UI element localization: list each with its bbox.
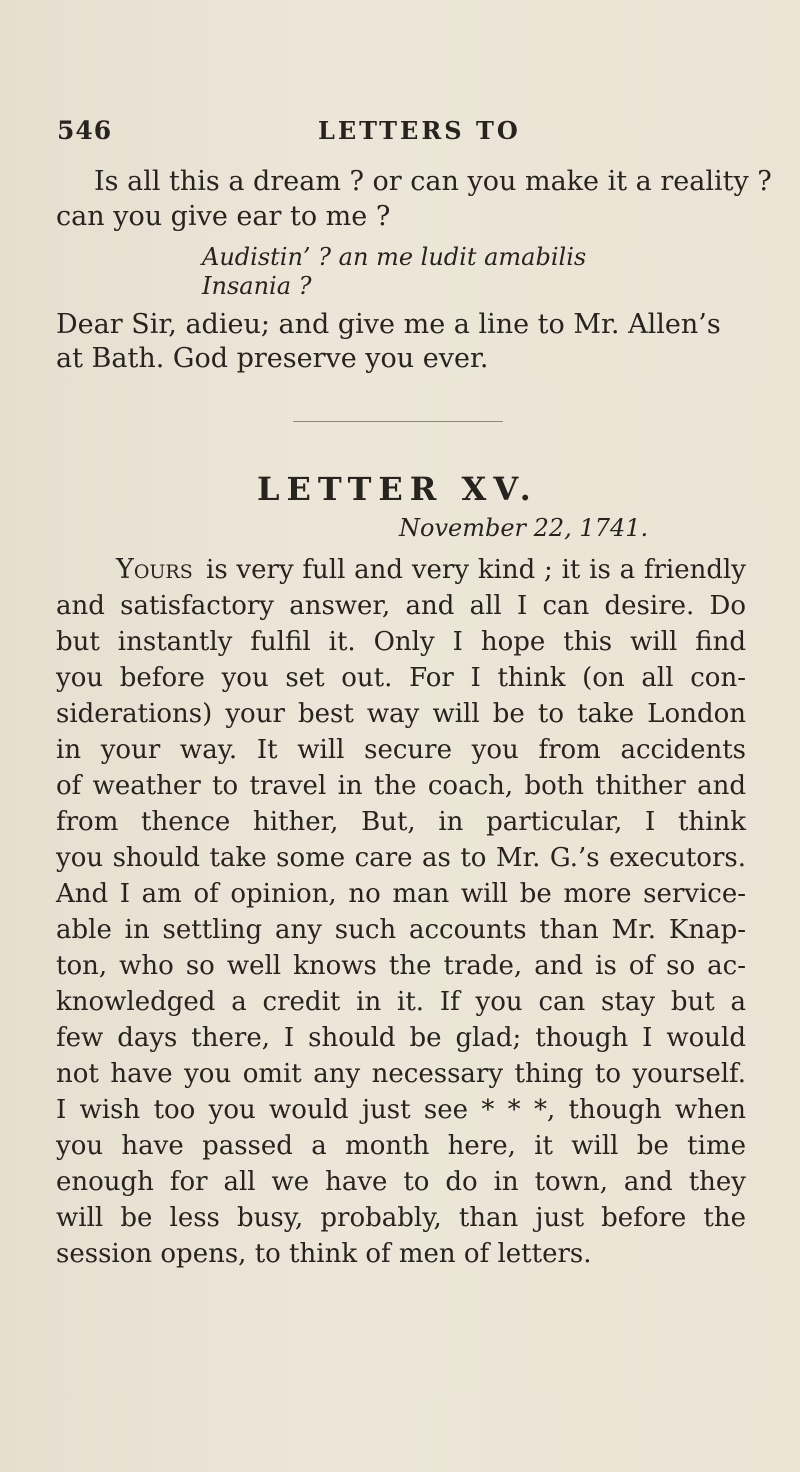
section-divider [293,421,503,422]
letter-title: LETTER XV. [257,470,538,508]
intro-line-1: Is all this a dream ? or can you make it a reality ? [94,166,772,197]
body-line-17: you have passed a month here, it will be time [56,1131,746,1161]
body-line-9: you should take some care as to Mr. G.’s executors. [56,843,746,873]
body-line-14: few days there, I should be glad; though I would [56,1023,746,1053]
body-line-15: not have you omit any necessary thing to yourself. [56,1059,746,1089]
opening-word [116,552,193,588]
body-line-12: ton, who so well knows the trade, and is of so ac- [56,951,746,981]
verse-line-1: Audistin’ ? an me ludit amabilis [202,243,587,271]
body-line-13: knowledged a credit in it. If you can stay but a [56,987,746,1017]
page-header [57,116,757,152]
opening-word-text: Yours [116,554,193,585]
intro-line-4: at Bath. God preserve you ever. [56,343,489,374]
body-line-2: and satisfactory answer, and all I can desire. Do [56,591,746,621]
body-line-19: will be less busy, probably, than just before the [56,1203,746,1233]
running-head: LETTERS TO [318,116,521,145]
intro-line-3: Dear Sir, adieu; and give me a line to Mr. Allen’s [56,309,721,340]
intro-line-2: can you give ear to me ? [56,201,391,232]
page-number: 546 [57,116,113,145]
body-line-3: but instantly fulfil it. Only I hope this will find [56,627,746,657]
verse-line-2: Insania ? [202,272,312,300]
letter-date: November 22, 1741. [399,514,649,542]
body-line-20: session opens, to think of men of letters. [56,1239,592,1269]
body-line-10: And I am of opinion, no man will be more service- [56,879,746,909]
body-line-6: in your way. It will secure you from accidents [56,735,746,765]
body-line-16: I wish too you would just see * * *, though when [56,1095,746,1125]
body-line-11: able in settling any such accounts than Mr. Knap- [56,915,746,945]
body-line-18: enough for all we have to do in town, and they [56,1167,746,1197]
body-line-8: from thence hither, But, in particular, I think [56,807,746,837]
body-line-4: you before you set out. For I think (on all con- [56,663,746,693]
body-line-1: is very full and very kind ; it is a friendly [206,555,746,585]
body-line-5: siderations) your best way will be to take London [56,699,746,729]
body-line-7: of weather to travel in the coach, both thither and [56,771,746,801]
